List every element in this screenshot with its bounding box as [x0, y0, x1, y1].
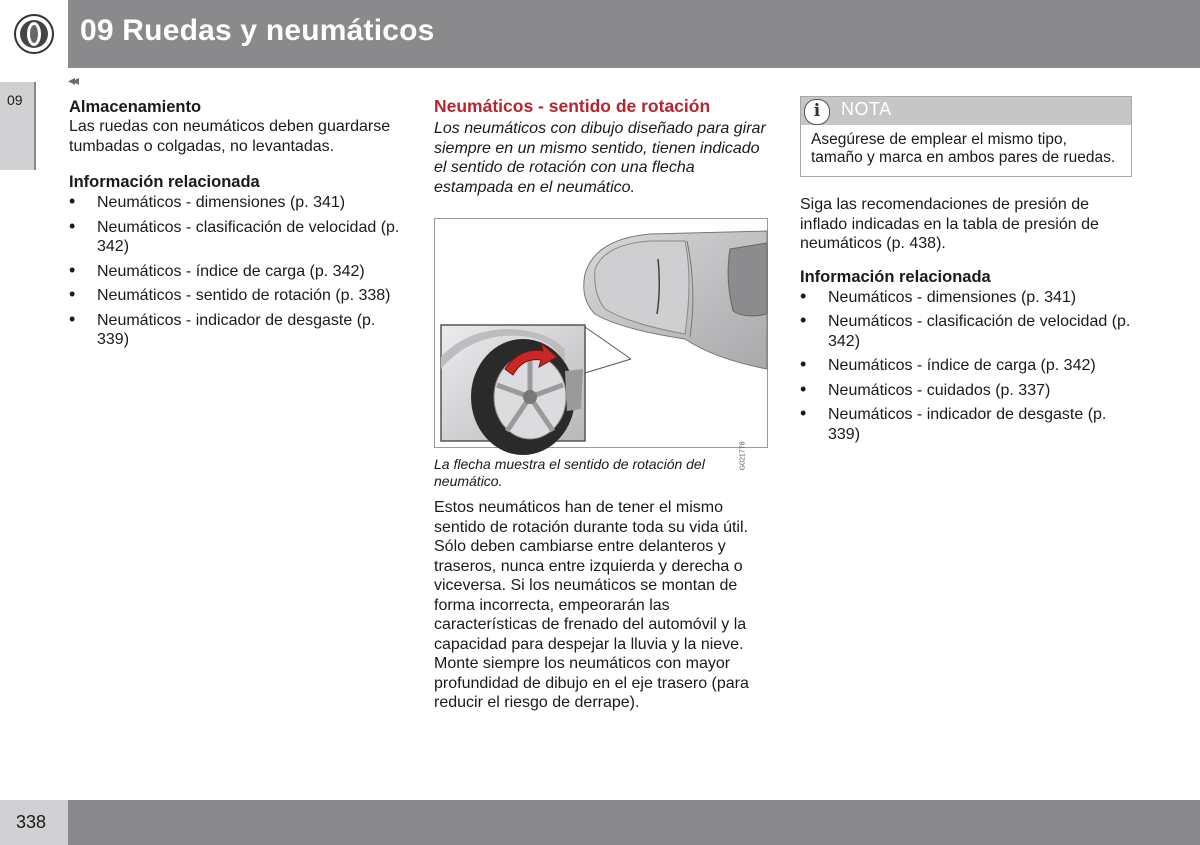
related-info-list-2 — [800, 288, 1135, 445]
related-link[interactable]: • Neumáticos - índice de carga (p. 342) — [69, 262, 409, 282]
pressure-text: Siga las recomendaciones de presión de inflado indicadas en la tabla de presión de neumáticos (p. 438). — [800, 196, 1099, 252]
car-wheel-illustration — [434, 218, 768, 470]
chapter-side-tab[interactable] — [0, 82, 36, 170]
note-label: NOTA — [841, 99, 892, 119]
column-storage — [69, 97, 409, 350]
car-windshield — [728, 243, 767, 316]
related-info-list — [69, 193, 409, 350]
chapter-tab-label: 09 — [7, 92, 23, 108]
rotation-intro: Los neumáticos con dibujo diseñado para girar siempre en un mismo sentido, tienen indicado el sentido de rotación con una flecha estampada en el neumático. — [434, 120, 766, 196]
tire-icon — [14, 14, 54, 54]
related-info-heading: Información relacionada — [69, 173, 260, 191]
rotation-heading: Neumáticos - sentido de rotación — [434, 96, 711, 116]
figure-caption: La flecha muestra el sentido de rotación del neumático. — [434, 456, 705, 489]
note-header — [801, 97, 1131, 125]
note-box — [800, 96, 1132, 177]
related-link[interactable]: • Neumáticos - clasificación de velocidad (p. 342) — [800, 312, 1135, 351]
back-nav-icon[interactable]: ◂◂ — [68, 72, 77, 88]
column-rotation — [434, 95, 769, 713]
page-footer — [0, 800, 1200, 845]
related-link[interactable]: • Neumáticos - indicador de desgaste (p. 339) — [69, 311, 409, 350]
related-link[interactable]: • Neumáticos - dimensiones (p. 341) — [69, 193, 409, 213]
column-note — [800, 96, 1135, 444]
related-link[interactable]: • Neumáticos - indicador de desgaste (p. 339) — [800, 405, 1135, 444]
related-link[interactable]: • Neumáticos - sentido de rotación (p. 338) — [69, 286, 409, 306]
car-illustration-svg — [435, 219, 767, 447]
info-icon: i — [804, 99, 830, 125]
related-link[interactable]: • Neumáticos - clasificación de velocidad (p. 342) — [69, 218, 409, 257]
related-link[interactable]: • Neumáticos - dimensiones (p. 341) — [800, 288, 1135, 308]
note-text: Asegúrese de emplear el mismo tipo, tamaño y marca en ambos pares de ruedas. — [811, 131, 1116, 166]
chapter-header — [0, 0, 1200, 68]
storage-heading: Almacenamiento — [69, 98, 202, 116]
page-number-box — [0, 800, 68, 845]
rotation-body: Estos neumáticos han de tener el mismo sentido de rotación durante toda su vida útil. Sólo deben cambiarse entre delanteros y traseros, nunca entre izquierda y derecha o viceversa. Si los neumáticos se montan de forma incorrecta, empeorarán las características de frenado del automóvil y la capacidad para despejar la lluvia y la nieve. Monte siempre los neumáticos con mayor profundidad de dibujo en el eje trasero (para reducir el riesgo de derrape). — [434, 499, 749, 711]
chapter-icon-box — [0, 0, 68, 68]
related-link[interactable]: • Neumáticos - cuidados (p. 337) — [800, 381, 1135, 401]
related-link[interactable]: • Neumáticos - índice de carga (p. 342) — [800, 356, 1135, 376]
storage-text: Las ruedas con neumáticos deben guardarse tumbadas o colgadas, no levantadas. — [69, 118, 391, 155]
chapter-title: 09 Ruedas y neumáticos — [80, 14, 435, 47]
page-number: 338 — [16, 812, 47, 832]
related-info-heading-2: Información relacionada — [800, 267, 991, 286]
figure-code: G021778 — [739, 441, 747, 470]
